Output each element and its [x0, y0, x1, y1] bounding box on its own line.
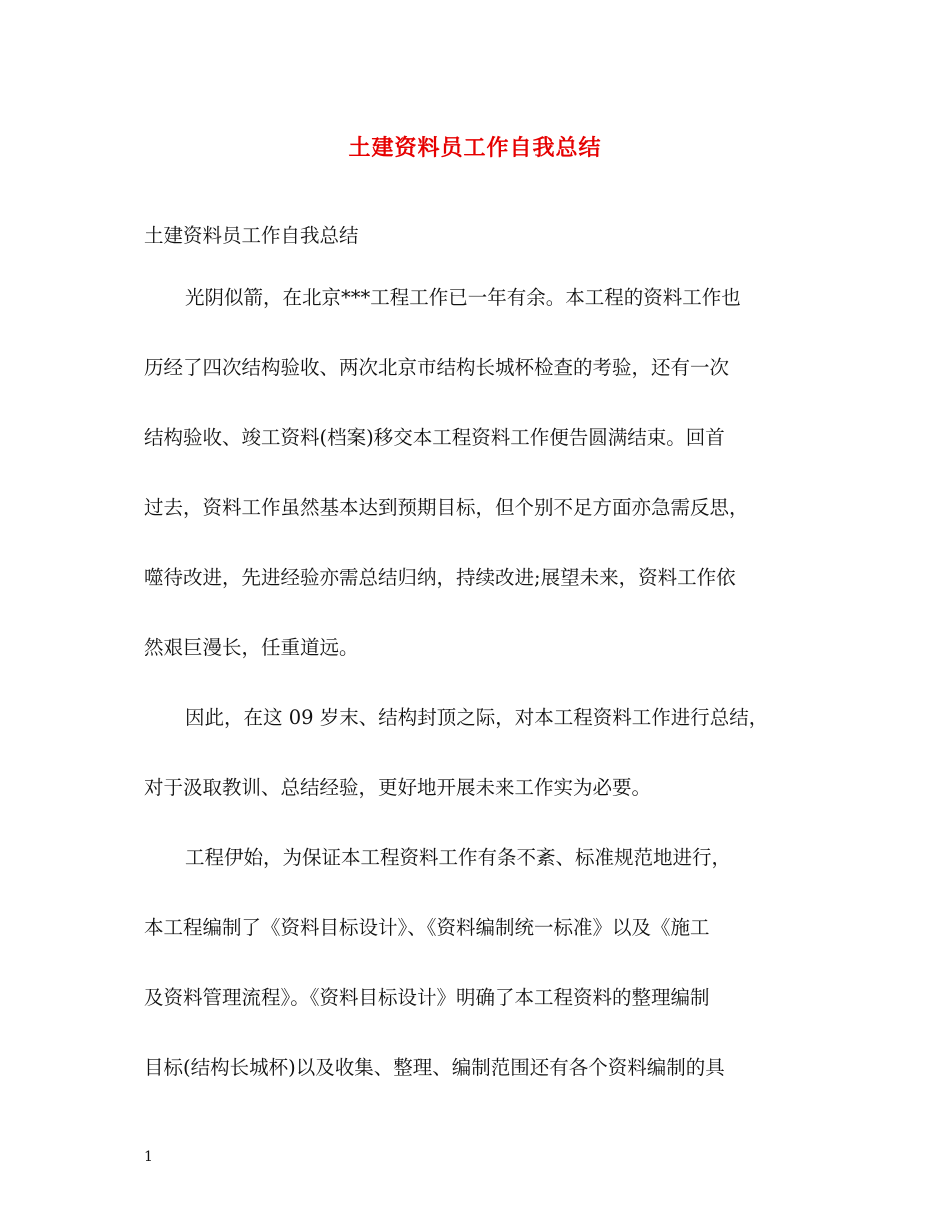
paragraph-line: 历经了四次结构验收、两次北京市结构长城杯检查的考验，还有一次: [144, 356, 730, 379]
paragraph-line: 及资料管理流程》。《资料目标设计》明确了本工程资料的整理编制: [144, 986, 710, 1009]
subtitle-line: 土建资料员工作自我总结: [144, 224, 359, 247]
paragraph-line: 因此，在这 09 岁末、结构封顶之际，对本工程资料工作进行总结，: [185, 706, 769, 729]
paragraph-line: 结构验收、竣工资料(档案)移交本工程资料工作便告圆满结束。回首: [144, 426, 725, 449]
document-title: 土建资料员工作自我总结: [348, 135, 602, 161]
paragraph-line: 噬待改进，先进经验亦需总结归纳，持续改进;展望未来，资料工作依: [144, 566, 736, 589]
paragraph-line: 然艰巨漫长，任重道远。: [144, 636, 359, 659]
paragraph-line: 过去，资料工作虽然基本达到预期目标，但个别不足方面亦急需反思，: [144, 496, 749, 519]
page-number: 1: [144, 1149, 153, 1165]
paragraph-line: 工程伊始，为保证本工程资料工作有条不紊、标准规范地进行，: [185, 846, 732, 869]
paragraph-line: 对于汲取教训、总结经验，更好地开展未来工作实为必要。: [144, 776, 652, 799]
paragraph-line: 光阴似箭，在北京***工程工作已一年有余。本工程的资料工作也: [185, 286, 741, 309]
paragraph-line: 目标(结构长城杯)以及收集、整理、编制范围还有各个资料编制的具: [144, 1056, 725, 1079]
paragraph-line: 本工程编制了《资料目标设计》、《资料编制统一标准》以及《施工: [144, 916, 710, 939]
